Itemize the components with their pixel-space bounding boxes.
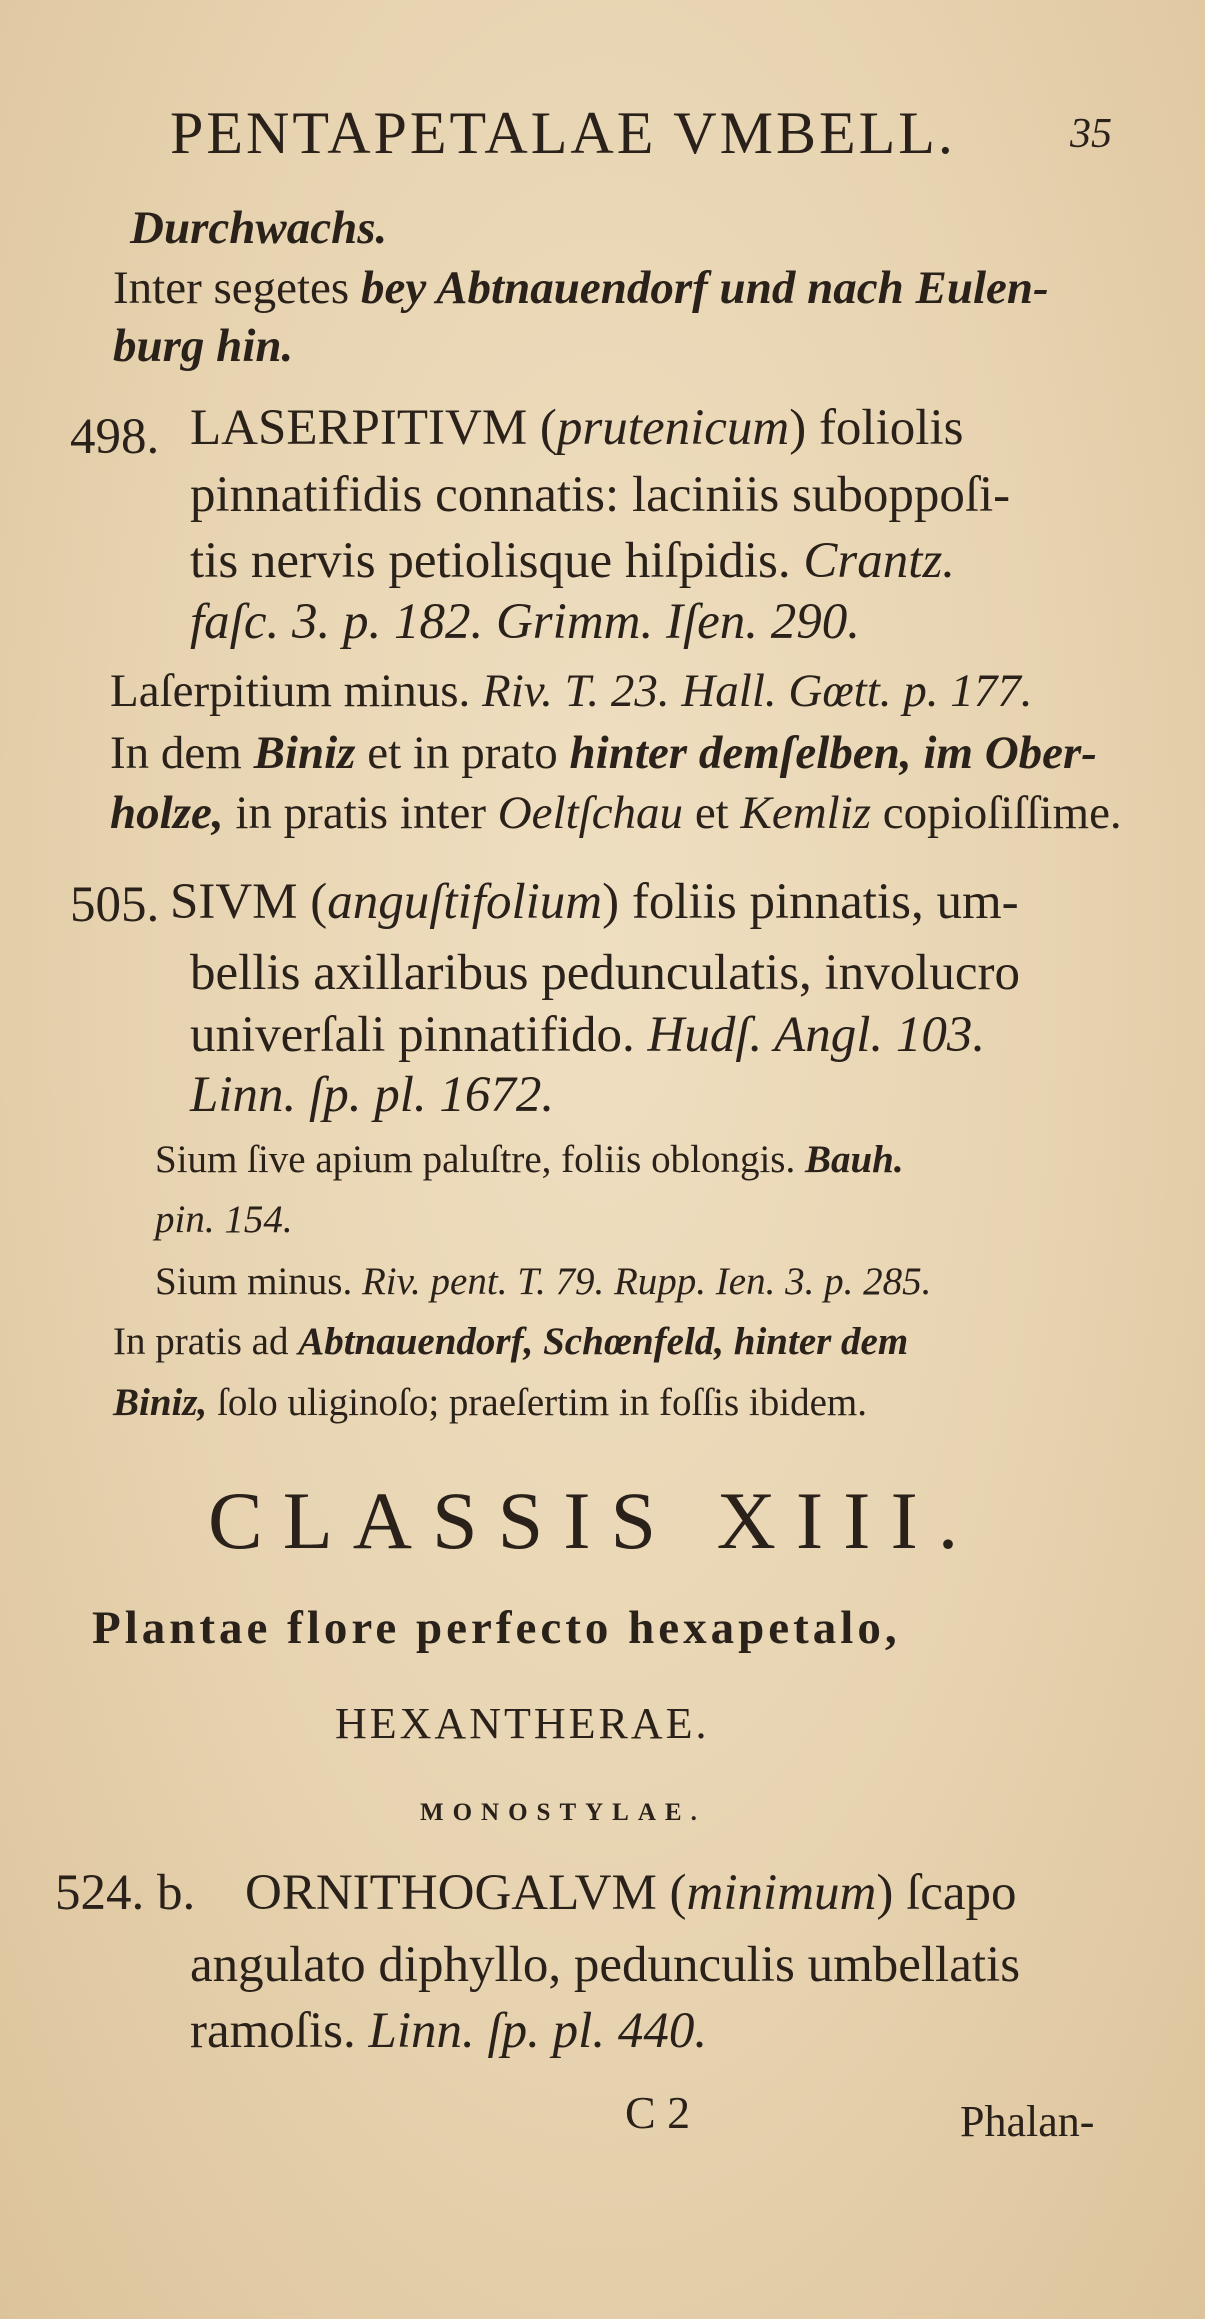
entry-number: 498.	[70, 409, 160, 465]
synonym-line: pin. 154.	[155, 1198, 293, 1241]
entry-diagnosis-line: angulato diphyllo, pedunculis umbellatis	[190, 1937, 1021, 1993]
entry-diagnosis-line: ORNITHOGALVM (minimum) ſcapo	[245, 1865, 1017, 1921]
entry-diagnosis-line: tis nervis petiolisque hiſpidis. Crantz.	[190, 533, 956, 589]
group-heading: HEXANTHERAE.	[335, 1699, 710, 1748]
running-head: PENTAPETALAE VMBELL.	[170, 100, 956, 166]
entry-diagnosis-line: bellis axillaribus pedunculatis, involucro	[190, 945, 1020, 1001]
entry-diagnosis-line: LASERPITIVM (prutenicum) foliolis	[190, 400, 964, 456]
subgroup-heading: MONOSTYLAE.	[420, 1799, 706, 1826]
signature-mark: C 2	[625, 2087, 691, 2138]
page-number: 35	[1070, 111, 1112, 157]
habitat-line: Inter segetes bey Abtnauendorf und nach Eulen-	[113, 262, 1049, 314]
habitat-line: In pratis ad Abtnauendorf, Schœnfeld, hinter dem	[113, 1320, 909, 1363]
entry-diagnosis-line: pinnatifidis connatis: laciniis suboppoſi-	[190, 467, 1011, 523]
entry-reference-line: Linn. ſp. pl. 1672.	[190, 1067, 555, 1123]
entry-reference-line: faſc. 3. p. 182. Grimm. Iſen. 290.	[190, 594, 861, 650]
class-heading: CLASSIS XIII.	[208, 1475, 979, 1566]
german-name: Durchwachs.	[130, 202, 388, 254]
habitat-line: Biniz, ſolo uliginoſo; praeſertim in foſſis ibidem.	[113, 1381, 867, 1424]
entry-diagnosis-line: SIVM (anguſtifolium) foliis pinnatis, um-	[170, 874, 1019, 930]
synonym-line: Sium minus. Riv. pent. T. 79. Rupp. Ien. 3. p. 285.	[155, 1260, 932, 1303]
class-subtitle: Plantae flore perfecto hexapetalo,	[92, 1602, 901, 1654]
entry-number: 505.	[70, 877, 160, 933]
synonym-line: Sium ſive apium paluſtre, foliis oblongis. Bauh.	[155, 1138, 904, 1181]
entry-number: 524. b.	[55, 1865, 196, 1921]
synonym-line: Laſerpitium minus. Riv. T. 23. Hall. Gœtt. p. 177.	[110, 665, 1033, 717]
catchword: Phalan-	[960, 2097, 1095, 2146]
habitat-line: In dem Biniz et in prato hinter demſelben, im Ober-	[110, 727, 1097, 779]
habitat-line: burg hin.	[113, 320, 294, 372]
entry-diagnosis-line: ramoſis. Linn. ſp. pl. 440.	[190, 2003, 708, 2059]
entry-diagnosis-line: univerſali pinnatifido. Hudſ. Angl. 103.	[190, 1007, 986, 1063]
habitat-line: holze, in pratis inter Oeltſchau et Kemliz copioſiſſime.	[110, 787, 1122, 839]
